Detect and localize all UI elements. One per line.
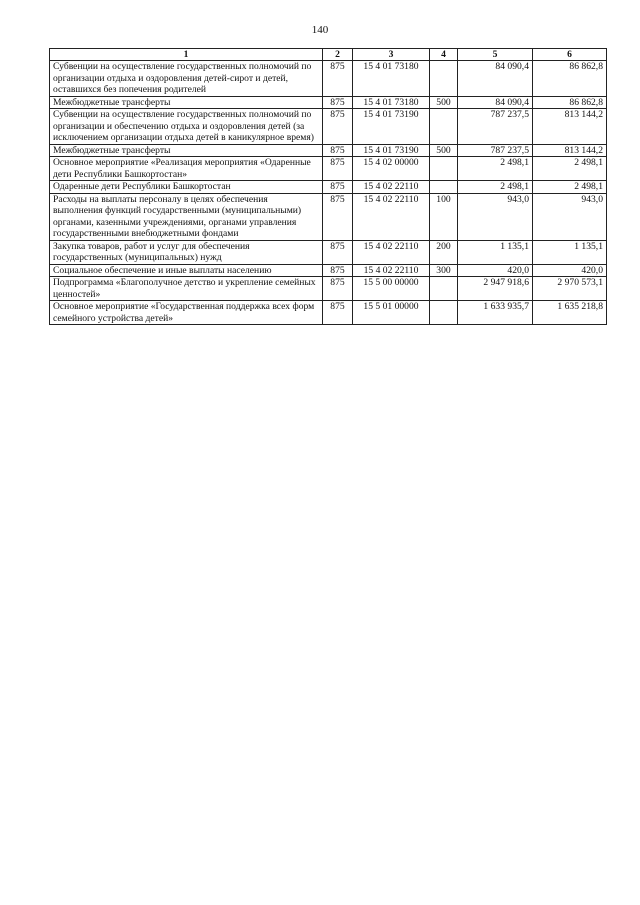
row-name: Подпрограмма «Благополучное детство и укрепление семейных ценностей» xyxy=(50,277,323,301)
row-vr xyxy=(430,109,458,145)
row-sum1: 84 090,4 xyxy=(458,61,533,97)
row-vr xyxy=(430,181,458,194)
table-row xyxy=(50,109,607,145)
row-sum1: 420,0 xyxy=(458,264,533,277)
row-csr: 15 4 02 22110 xyxy=(353,264,430,277)
row-name: Межбюджетные трансферты xyxy=(50,96,323,109)
row-csr: 15 4 01 73190 xyxy=(353,109,430,145)
row-ved: 875 xyxy=(323,193,353,240)
table-row xyxy=(50,96,607,109)
row-name: Межбюджетные трансферты xyxy=(50,144,323,157)
row-sum1: 2 947 918,6 xyxy=(458,277,533,301)
row-name: Субвенции на осуществление государственных полномочий по организации и обеспечению отдыха и оздоровления детей (за исключением организации отдыха детей в каникулярное время) xyxy=(50,109,323,145)
row-csr: 15 4 02 22110 xyxy=(353,193,430,240)
row-sum2: 813 144,2 xyxy=(533,144,607,157)
row-sum1: 787 237,5 xyxy=(458,109,533,145)
table-row xyxy=(50,157,607,181)
row-ved: 875 xyxy=(323,109,353,145)
page-number: 140 xyxy=(311,24,329,36)
row-csr: 15 4 01 73180 xyxy=(353,96,430,109)
row-ved: 875 xyxy=(323,96,353,109)
row-sum2: 86 862,8 xyxy=(533,96,607,109)
row-ved: 875 xyxy=(323,61,353,97)
row-sum2: 2 498,1 xyxy=(533,157,607,181)
row-ved: 875 xyxy=(323,301,353,325)
row-ved: 875 xyxy=(323,240,353,264)
row-vr: 500 xyxy=(430,144,458,157)
column-header-sum1: 5 xyxy=(458,49,533,61)
row-ved: 875 xyxy=(323,181,353,194)
row-name: Одаренные дети Республики Башкортостан xyxy=(50,181,323,194)
row-sum2: 420,0 xyxy=(533,264,607,277)
table-row xyxy=(50,301,607,325)
table-row xyxy=(50,61,607,97)
row-ved: 875 xyxy=(323,264,353,277)
table-row xyxy=(50,193,607,240)
row-sum1: 84 090,4 xyxy=(458,96,533,109)
row-csr: 15 4 02 22110 xyxy=(353,240,430,264)
row-sum2: 2 970 573,1 xyxy=(533,277,607,301)
row-ved: 875 xyxy=(323,157,353,181)
column-header-ved: 2 xyxy=(323,49,353,61)
row-name: Субвенции на осуществление государственных полномочий по организации отдыха и оздоровления детей-сирот и детей, оставшихся без попечения родителей xyxy=(50,61,323,97)
row-ved: 875 xyxy=(323,277,353,301)
row-sum1: 943,0 xyxy=(458,193,533,240)
row-sum2: 1 135,1 xyxy=(533,240,607,264)
table-row xyxy=(50,264,607,277)
budget-table xyxy=(49,48,607,325)
header-row xyxy=(50,49,607,61)
row-vr xyxy=(430,61,458,97)
row-vr: 200 xyxy=(430,240,458,264)
row-sum1: 2 498,1 xyxy=(458,181,533,194)
row-ved: 875 xyxy=(323,144,353,157)
table-row xyxy=(50,240,607,264)
column-header-name: 1 xyxy=(50,49,323,61)
table-row xyxy=(50,181,607,194)
row-csr: 15 4 01 73180 xyxy=(353,61,430,97)
row-vr xyxy=(430,157,458,181)
row-name: Расходы на выплаты персоналу в целях обеспечения выполнения функций государственными (муниципальными) органами, казенными учреждениями, органами управления государственными внебюджетными фондами xyxy=(50,193,323,240)
row-vr: 300 xyxy=(430,264,458,277)
table-row xyxy=(50,277,607,301)
row-csr: 15 4 02 00000 xyxy=(353,157,430,181)
row-csr: 15 4 01 73190 xyxy=(353,144,430,157)
column-header-sum2: 6 xyxy=(533,49,607,61)
column-header-csr: 3 xyxy=(353,49,430,61)
row-sum2: 813 144,2 xyxy=(533,109,607,145)
row-vr: 100 xyxy=(430,193,458,240)
column-header-vr: 4 xyxy=(430,49,458,61)
row-name: Основное мероприятие «Государственная поддержка всех форм семейного устройства детей» xyxy=(50,301,323,325)
row-sum2: 86 862,8 xyxy=(533,61,607,97)
row-csr: 15 4 02 22110 xyxy=(353,181,430,194)
row-sum2: 1 635 218,8 xyxy=(533,301,607,325)
row-sum1: 787 237,5 xyxy=(458,144,533,157)
row-sum2: 943,0 xyxy=(533,193,607,240)
row-name: Основное мероприятие «Реализация мероприятия «Одаренные дети Республики Башкортостан» xyxy=(50,157,323,181)
table-row xyxy=(50,144,607,157)
row-sum1: 1 135,1 xyxy=(458,240,533,264)
row-name: Закупка товаров, работ и услуг для обеспечения государственных (муниципальных) нужд xyxy=(50,240,323,264)
row-name: Социальное обеспечение и иные выплаты населению xyxy=(50,264,323,277)
row-sum2: 2 498,1 xyxy=(533,181,607,194)
row-csr: 15 5 00 00000 xyxy=(353,277,430,301)
row-vr: 500 xyxy=(430,96,458,109)
row-vr xyxy=(430,301,458,325)
row-csr: 15 5 01 00000 xyxy=(353,301,430,325)
row-vr xyxy=(430,277,458,301)
row-sum1: 2 498,1 xyxy=(458,157,533,181)
row-sum1: 1 633 935,7 xyxy=(458,301,533,325)
